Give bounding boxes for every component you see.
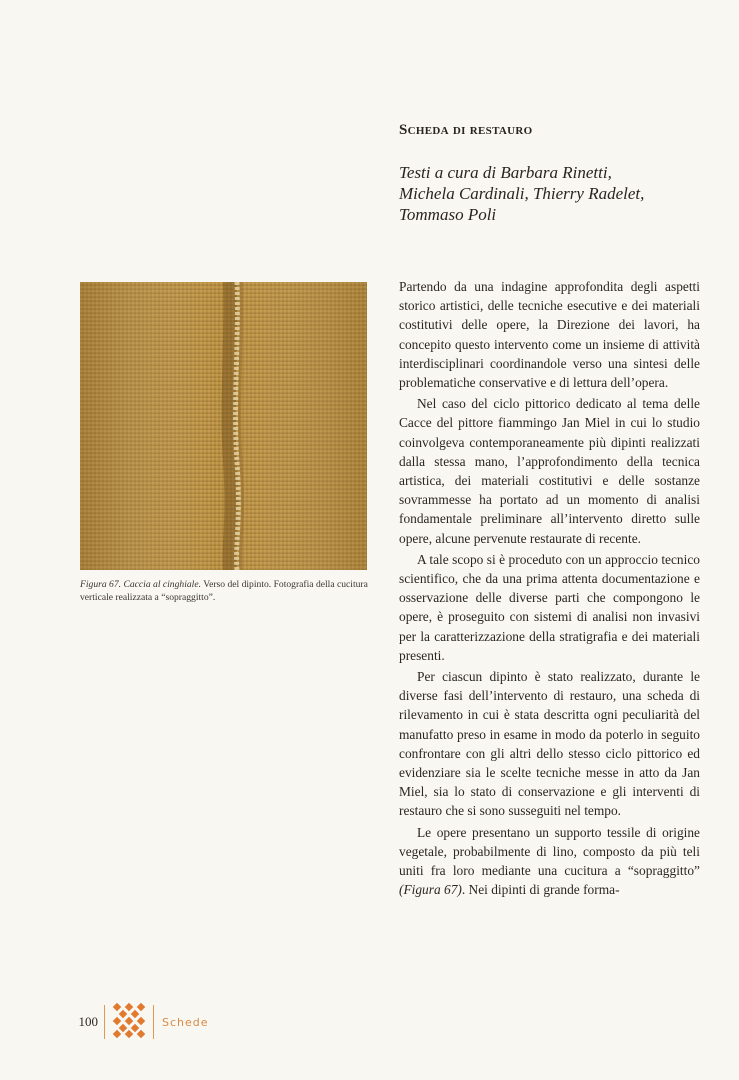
paragraph-1: Partendo da una indagine approfondita degli aspetti storico artistici, delle tecniche esecutive e dei materiali costitutivi delle opere, la Direzione dei lavori, ha concepito questo intervento come un insieme di attività interdisciplinari coordinandole verso una sintesi delle problematiche conservative e di lettura dell’opera.	[399, 279, 700, 391]
paragraph-5-tail: . Nei dipinti di grande forma-	[461, 882, 620, 898]
paragraph-3: A tale scopo si è proceduto con un approccio tecnico scientifico, che da una prima attenta documentazione e osservazione delle diverse parti che compongono le opere, è proseguito con sistemi di analisi non invasivi per la caratterizzazione della stratigrafia e dei materiali presenti.	[399, 551, 700, 663]
authors-line-1: Testi a cura di Barbara Rinetti,	[399, 163, 612, 182]
paragraph-5-text: Le opere presentano un supporto tessile di origine vegetale, probabilmente di lino, composto da più teli uniti fra loro mediante una cucitura a “sopraggitto”	[399, 824, 700, 879]
caption-text: Verso del dipinto. Fotografia della cucitura verticale realizzata a “sopraggitto”.	[80, 579, 368, 603]
diamond-grid-logo-icon	[111, 1002, 147, 1043]
authors-line-2: Michela Cardinali, Thierry Radelet,	[399, 184, 645, 203]
figure-reference-link: (Figura 67)	[399, 882, 462, 898]
authors-line-3: Tommaso Poli	[399, 205, 497, 224]
authors-block	[399, 162, 699, 225]
paragraph-4: Per ciascun dipinto è stato realizzato, durante le diverse fasi dell’intervento di restauro, una scheda di rilevamento in cui è stata descritta ogni peculiarità del manufatto preso in esame in modo da poterlo in seguito confrontare con gli altri dello stesso ciclo pittorico ed evidenziare sia le scelte tecniche messe in atto da Jan Miel, sia lo stato di conservazione e gli interventi di restauro che si sono susseguiti nel tempo.	[399, 669, 700, 819]
canvas-seam-photo	[80, 282, 367, 570]
section-title: Scheda di restauro	[399, 122, 533, 138]
page-number: 100	[78, 1014, 98, 1029]
page-footer	[60, 1004, 209, 1040]
figure-caption	[80, 578, 370, 604]
paragraph-5	[399, 823, 700, 900]
footer-divider-left	[104, 1005, 105, 1039]
caption-title: Caccia al cinghiale.	[123, 579, 201, 590]
footer-section-label: Schede	[162, 1015, 209, 1029]
paragraph-2: Nel caso del ciclo pittorico dedicato al tema delle Cacce del pittore fiammingo Jan Miel in cui lo studio coinvolgeva contemporaneamente più dipinti realizzati dalla stessa mano, l’approfondimento della tecnica artistica, dei materiali costitutivi e delle sostanze sovrammesse ha portato ad un momento di analisi fondamentale preliminare all’intervento diretto sulle opere, alcune pervenute restaurate di recente.	[399, 396, 700, 546]
canvas-texture-image	[80, 282, 367, 570]
footer-divider-right	[153, 1005, 154, 1039]
caption-label: Figura 67.	[80, 579, 122, 590]
body-text	[399, 277, 700, 902]
